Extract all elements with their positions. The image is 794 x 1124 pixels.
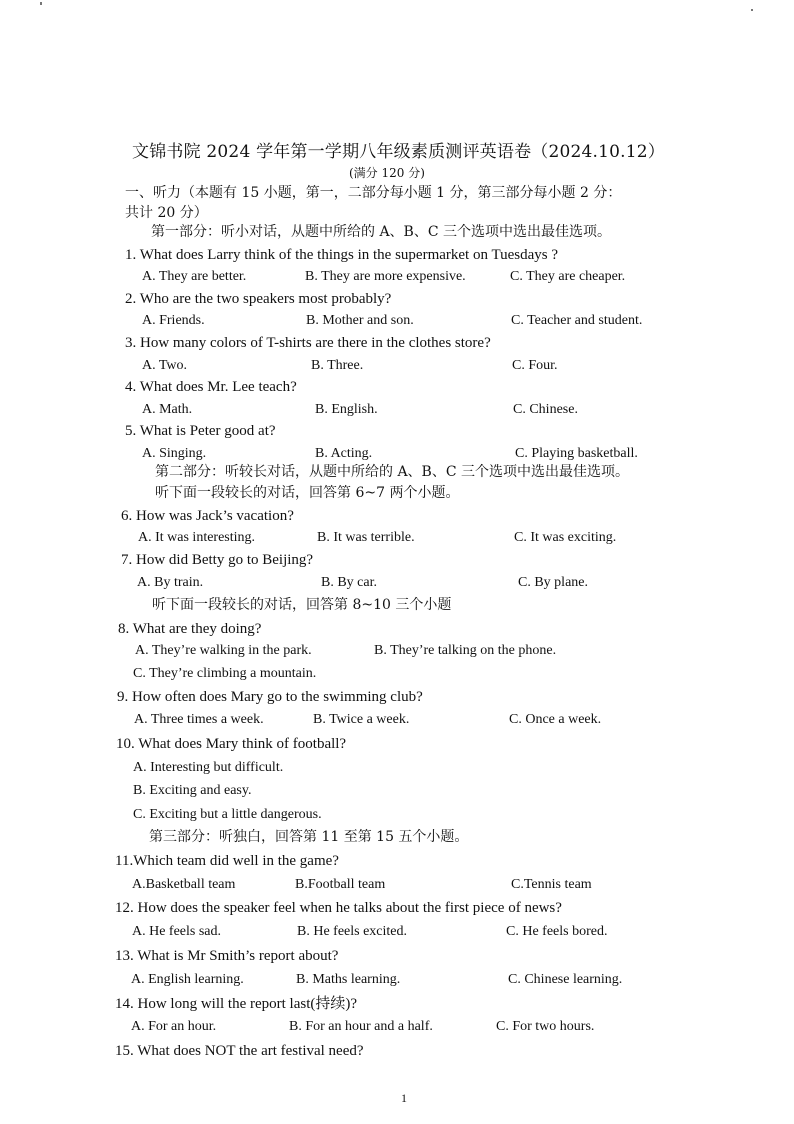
q12-option-a: A. He feels sad. xyxy=(132,924,222,939)
q12-option-c: C. He feels bored. xyxy=(506,924,608,939)
q13-option-b: B. Maths learning. xyxy=(296,972,401,987)
q1-option-c: C. They are cheaper. xyxy=(510,269,626,284)
q10-option-a: A. Interesting but difficult. xyxy=(133,760,284,775)
scan-speck xyxy=(751,9,753,11)
q8-option-b: B. They’re talking on the phone. xyxy=(374,643,557,658)
q3-option-b: B. Three. xyxy=(311,358,364,373)
q4-option-b: B. English. xyxy=(315,402,378,417)
q14-option-a: A. For an hour. xyxy=(131,1019,217,1034)
q11-option-a: A.Basketball team xyxy=(132,877,236,892)
q4-option-c: C. Chinese. xyxy=(513,402,578,417)
section-listening-intro: 一、听力（本题有 15 小题，第一，二部分每小题 1 分，第三部分每小题 2 分： xyxy=(125,185,622,201)
q9-option-a: A. Three times a week. xyxy=(134,712,264,727)
question-9: 9. How often does Mary go to the swimming club? xyxy=(117,689,423,705)
q3-option-c: C. Four. xyxy=(512,358,558,373)
q2-option-c: C. Teacher and student. xyxy=(511,313,643,328)
question-12: 12. How does the speaker feel when he talks about the first piece of news? xyxy=(115,900,562,916)
scan-speck xyxy=(40,2,42,5)
question-6: 6. How was Jack’s vacation? xyxy=(121,508,294,524)
page-number: 1 xyxy=(401,1091,407,1105)
section-listening-total: 共计 20 分） xyxy=(125,205,208,221)
q6-option-b: B. It was terrible. xyxy=(317,530,415,545)
q7-option-c: C. By plane. xyxy=(518,575,588,590)
question-8: 8. What are they doing? xyxy=(118,621,262,637)
question-1: 1. What does Larry think of the things in the supermarket on Tuesdays ? xyxy=(125,247,558,263)
question-7: 7. How did Betty go to Beijing? xyxy=(121,552,314,568)
q5-option-c: C. Playing basketball. xyxy=(515,446,638,461)
q7-option-b: B. By car. xyxy=(321,575,377,590)
q2-option-a: A. Friends. xyxy=(142,313,205,328)
q12-option-b: B. He feels excited. xyxy=(297,924,408,939)
q5-option-a: A. Singing. xyxy=(142,446,207,461)
question-3: 3. How many colors of T-shirts are there in the clothes store? xyxy=(125,335,491,351)
q9-option-b: B. Twice a week. xyxy=(313,712,410,727)
question-13: 13. What is Mr Smith’s report about? xyxy=(115,948,339,964)
q7-option-a: A. By train. xyxy=(137,575,204,590)
exam-title: 文锦书院 2024 学年第一学期八年级素质测评英语卷（2024.10.12） xyxy=(132,142,666,162)
q9-option-c: C. Once a week. xyxy=(509,712,602,727)
q5-option-b: B. Acting. xyxy=(315,446,373,461)
q1-option-a: A. They are better. xyxy=(142,269,247,284)
q8-option-a: A. They’re walking in the park. xyxy=(135,643,312,658)
q6-option-c: C. It was exciting. xyxy=(514,530,617,545)
question-4: 4. What does Mr. Lee teach? xyxy=(125,379,297,395)
q6-option-a: A. It was interesting. xyxy=(138,530,256,545)
question-2: 2. Who are the two speakers most probably? xyxy=(125,291,392,307)
question-11: 11.Which team did well in the game? xyxy=(115,853,339,869)
q14-option-b: B. For an hour and a half. xyxy=(289,1019,433,1034)
part3-instruction: 第三部分：听独白，回答第 11 至第 15 五个小题。 xyxy=(149,829,469,845)
question-10: 10. What does Mary think of football? xyxy=(116,736,347,752)
q1-option-b: B. They are more expensive. xyxy=(305,269,466,284)
q10-option-b: B. Exciting and easy. xyxy=(133,783,252,798)
part2-note-8-10: 听下面一段较长的对话，回答第 8~10 三个小题 xyxy=(152,597,452,613)
exam-full-score: (满分 120 分) xyxy=(349,166,425,180)
q8-option-c: C. They’re climbing a mountain. xyxy=(133,666,317,681)
question-14: 14. How long will the report last(持续)? xyxy=(115,996,358,1012)
q11-option-c: C.Tennis team xyxy=(511,877,592,892)
q4-option-a: A. Math. xyxy=(142,402,193,417)
question-15: 15. What does NOT the art festival need? xyxy=(115,1043,364,1059)
q11-option-b: B.Football team xyxy=(295,877,386,892)
part1-instruction: 第一部分：听小对话，从题中所给的 A、B、C 三个选项中选出最佳选项。 xyxy=(151,224,612,240)
q10-option-c: C. Exciting but a little dangerous. xyxy=(133,807,322,822)
part2-note-6-7: 听下面一段较长的对话，回答第 6~7 两个小题。 xyxy=(155,485,460,501)
part2-instruction: 第二部分：听较长对话，从题中所给的 A、B、C 三个选项中选出最佳选项。 xyxy=(155,464,630,480)
q14-option-c: C. For two hours. xyxy=(496,1019,595,1034)
q13-option-c: C. Chinese learning. xyxy=(508,972,623,987)
q13-option-a: A. English learning. xyxy=(131,972,244,987)
question-5: 5. What is Peter good at? xyxy=(125,423,276,439)
q2-option-b: B. Mother and son. xyxy=(306,313,414,328)
q3-option-a: A. Two. xyxy=(142,358,188,373)
